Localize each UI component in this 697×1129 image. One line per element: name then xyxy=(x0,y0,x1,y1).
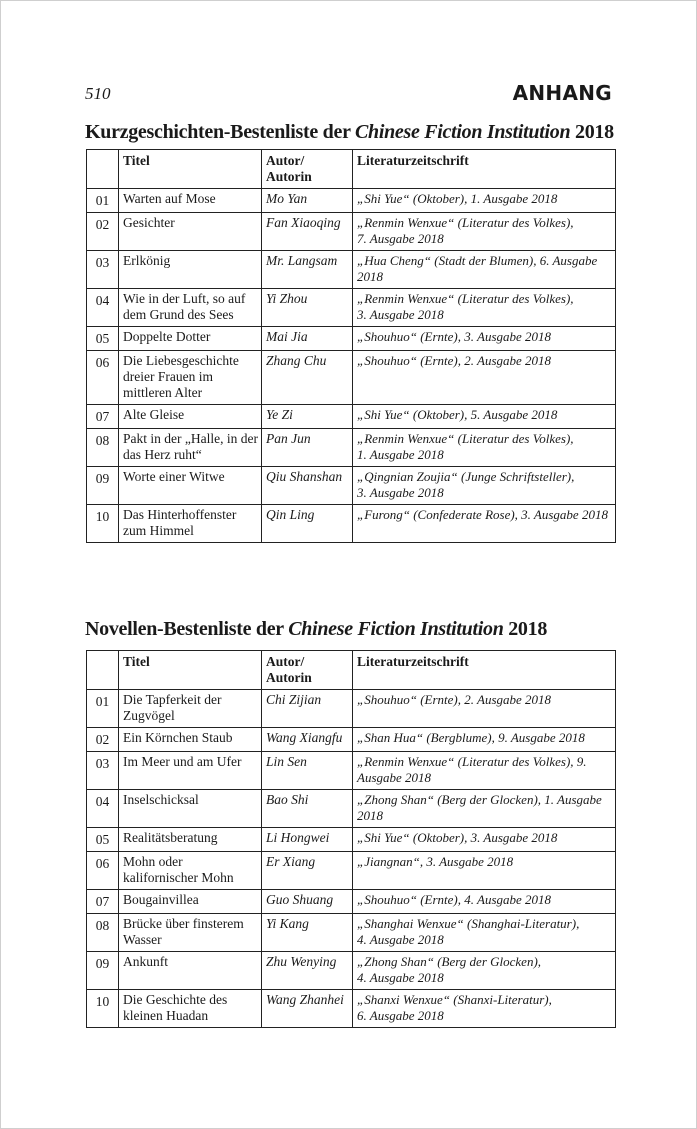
row-title: Realitätsberatung xyxy=(119,828,262,852)
page-number: 510 xyxy=(85,84,111,103)
heading-institution: Chinese Fiction Institution xyxy=(288,618,504,640)
column-header-title: Titel xyxy=(119,150,262,189)
row-author: Zhang Chu xyxy=(262,351,353,405)
table-row xyxy=(87,189,616,213)
row-author: Zhu Wenying xyxy=(262,952,353,990)
row-author: Er Xiang xyxy=(262,852,353,890)
table-row xyxy=(87,467,616,505)
row-number: 02 xyxy=(87,728,119,752)
row-number: 08 xyxy=(87,914,119,952)
novellas-table xyxy=(86,650,616,1028)
table-row xyxy=(87,728,616,752)
row-title: Gesichter xyxy=(119,213,262,251)
table-row xyxy=(87,914,616,952)
row-number: 06 xyxy=(87,852,119,890)
table-row xyxy=(87,990,616,1028)
row-magazine: „Renmin Wenxue“ (Literatur des Volkes), 7. Ausgabe 2018 xyxy=(353,213,616,251)
column-header-author: Autor/ Autorin xyxy=(262,651,353,690)
row-title: Wie in der Luft, so auf dem Grund des Sees xyxy=(119,289,262,327)
row-magazine: „Shouhuo“ (Ernte), 2. Ausgabe 2018 xyxy=(353,351,616,405)
row-title: Die Geschichte des kleinen Huadan xyxy=(119,990,262,1028)
row-title: Im Meer und am Ufer xyxy=(119,752,262,790)
row-author: Fan Xiaoqing xyxy=(262,213,353,251)
table-row xyxy=(87,890,616,914)
row-title: Ein Körnchen Staub xyxy=(119,728,262,752)
row-title: Das Hinterhoffenster zum Himmel xyxy=(119,505,262,543)
row-title: Brücke über finsterem Wasser xyxy=(119,914,262,952)
short-stories-table xyxy=(86,149,616,543)
column-header-number xyxy=(87,150,119,189)
column-header-magazine: Literaturzeitschrift xyxy=(353,651,616,690)
row-title: Worte einer Witwe xyxy=(119,467,262,505)
heading-text: Kurzgeschichten-Bestenliste der xyxy=(85,121,355,143)
row-magazine: „Renmin Wenxue“ (Literatur des Volkes), 9. Ausgabe 2018 xyxy=(353,752,616,790)
table-row xyxy=(87,327,616,351)
row-author: Mo Yan xyxy=(262,189,353,213)
table-row xyxy=(87,213,616,251)
row-magazine: „Jiangnan“, 3. Ausgabe 2018 xyxy=(353,852,616,890)
row-title: Die Tapferkeit der Zugvögel xyxy=(119,690,262,728)
row-magazine: „Zhong Shan“ (Berg der Glocken), 1. Ausgabe 2018 xyxy=(353,790,616,828)
novellas-list-heading xyxy=(85,618,547,641)
row-author: Ye Zi xyxy=(262,405,353,429)
table-row xyxy=(87,828,616,852)
table-header-row xyxy=(87,651,616,690)
table-row xyxy=(87,505,616,543)
table-header-row xyxy=(87,150,616,189)
row-author: Yi Kang xyxy=(262,914,353,952)
row-number: 07 xyxy=(87,405,119,429)
row-number: 01 xyxy=(87,690,119,728)
row-author: Guo Shuang xyxy=(262,890,353,914)
row-magazine: „Shouhuo“ (Ernte), 3. Ausgabe 2018 xyxy=(353,327,616,351)
row-title: Alte Gleise xyxy=(119,405,262,429)
row-number: 09 xyxy=(87,952,119,990)
row-title: Warten auf Mose xyxy=(119,189,262,213)
row-author: Qin Ling xyxy=(262,505,353,543)
column-header-title: Titel xyxy=(119,651,262,690)
row-number: 09 xyxy=(87,467,119,505)
row-magazine: „Shi Yue“ (Oktober), 5. Ausgabe 2018 xyxy=(353,405,616,429)
row-magazine: „Shouhuo“ (Ernte), 4. Ausgabe 2018 xyxy=(353,890,616,914)
heading-year: 2018 xyxy=(570,121,614,143)
table-row xyxy=(87,429,616,467)
row-magazine: „Qingnian Zoujia“ (Junge Schriftsteller), 3. Ausgabe 2018 xyxy=(353,467,616,505)
row-number: 06 xyxy=(87,351,119,405)
row-author: Chi Zijian xyxy=(262,690,353,728)
row-author: Mai Jia xyxy=(262,327,353,351)
row-magazine: „Shouhuo“ (Ernte), 2. Ausgabe 2018 xyxy=(353,690,616,728)
row-number: 05 xyxy=(87,828,119,852)
row-magazine: „Zhong Shan“ (Berg der Glocken), 4. Ausgabe 2018 xyxy=(353,952,616,990)
heading-text: Novellen-Bestenliste der xyxy=(85,618,289,640)
row-number: 04 xyxy=(87,289,119,327)
row-magazine: „Shi Yue“ (Oktober), 3. Ausgabe 2018 xyxy=(353,828,616,852)
row-magazine: „Shi Yue“ (Oktober), 1. Ausgabe 2018 xyxy=(353,189,616,213)
row-title: Die Liebesgeschichte dreier Frauen im mittleren Alter xyxy=(119,351,262,405)
row-number: 02 xyxy=(87,213,119,251)
row-magazine: „Renmin Wenxue“ (Literatur des Volkes), 1. Ausgabe 2018 xyxy=(353,429,616,467)
row-title: Erlkönig xyxy=(119,251,262,289)
table-row xyxy=(87,405,616,429)
row-author: Qiu Shanshan xyxy=(262,467,353,505)
table-row xyxy=(87,752,616,790)
row-title: Pakt in der „Halle, in der das Herz ruht“ xyxy=(119,429,262,467)
row-magazine: „Shanghai Wenxue“ (Shanghai-Literatur), 4. Ausgabe 2018 xyxy=(353,914,616,952)
short-stories-list-heading xyxy=(85,121,614,144)
row-number: 07 xyxy=(87,890,119,914)
row-number: 10 xyxy=(87,990,119,1028)
running-head: ANHANG xyxy=(512,81,612,105)
row-number: 03 xyxy=(87,752,119,790)
row-author: Wang Zhanhei xyxy=(262,990,353,1028)
table-row xyxy=(87,351,616,405)
table-row xyxy=(87,251,616,289)
table-row xyxy=(87,790,616,828)
row-title: Doppelte Dotter xyxy=(119,327,262,351)
row-magazine: „Shan Hua“ (Bergblume), 9. Ausgabe 2018 xyxy=(353,728,616,752)
row-author: Mr. Langsam xyxy=(262,251,353,289)
row-number: 08 xyxy=(87,429,119,467)
row-magazine: „Furong“ (Confederate Rose), 3. Ausgabe 2018 xyxy=(353,505,616,543)
table-row xyxy=(87,289,616,327)
row-author: Li Hongwei xyxy=(262,828,353,852)
row-title: Inselschicksal xyxy=(119,790,262,828)
row-number: 04 xyxy=(87,790,119,828)
row-number: 01 xyxy=(87,189,119,213)
row-magazine: „Shanxi Wenxue“ (Shanxi-Literatur), 6. Ausgabe 2018 xyxy=(353,990,616,1028)
row-title: Bougainvillea xyxy=(119,890,262,914)
table-row xyxy=(87,852,616,890)
row-author: Lin Sen xyxy=(262,752,353,790)
row-author: Pan Jun xyxy=(262,429,353,467)
row-number: 03 xyxy=(87,251,119,289)
row-number: 10 xyxy=(87,505,119,543)
heading-institution: Chinese Fiction Institution xyxy=(354,121,571,143)
column-header-magazine: Literaturzeitschrift xyxy=(353,150,616,189)
row-title: Mohn oder kalifornischer Mohn xyxy=(119,852,262,890)
row-author: Wang Xiangfu xyxy=(262,728,353,752)
table-row xyxy=(87,952,616,990)
row-magazine: „Renmin Wenxue“ (Literatur des Volkes), 3. Ausgabe 2018 xyxy=(353,289,616,327)
row-title: Ankunft xyxy=(119,952,262,990)
row-author: Bao Shi xyxy=(262,790,353,828)
heading-year: 2018 xyxy=(503,618,548,640)
row-number: 05 xyxy=(87,327,119,351)
table-row xyxy=(87,690,616,728)
column-header-number xyxy=(87,651,119,690)
row-author: Yi Zhou xyxy=(262,289,353,327)
row-magazine: „Hua Cheng“ (Stadt der Blumen), 6. Ausgabe 2018 xyxy=(353,251,616,289)
column-header-author: Autor/ Autorin xyxy=(262,150,353,189)
